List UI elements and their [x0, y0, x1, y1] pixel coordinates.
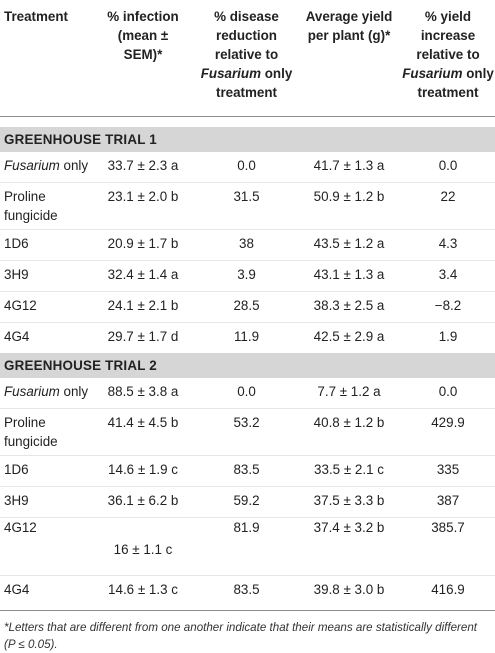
- increase-cell: 22: [401, 183, 495, 230]
- header-treatment: Treatment: [4, 9, 68, 24]
- infection-cell: 14.6 ± 1.9 c: [90, 456, 196, 487]
- yield-cell: 41.7 ± 1.3 a: [297, 152, 401, 183]
- table-footnote: *Letters that are different from one another indicate that their means are statistically different (P ≤ 0.05).: [4, 621, 478, 651]
- treatment-cell: 4G4: [4, 329, 30, 344]
- header-row: [0, 0, 495, 117]
- infection-cell: 36.1 ± 6.2 b: [90, 487, 196, 518]
- infection-cell: 20.9 ± 1.7 b: [90, 230, 196, 261]
- increase-cell: 3.4: [401, 261, 495, 292]
- reduction-cell: 53.2: [196, 409, 297, 456]
- reduction-cell: 83.5: [196, 456, 297, 487]
- header-infection: % infection (mean ± SEM)*: [107, 9, 179, 62]
- table-row: [0, 456, 495, 487]
- section-trial-2: [0, 353, 495, 378]
- increase-cell: 1.9: [438, 329, 458, 344]
- infection-cell: 32.4 ± 1.4 a: [90, 261, 196, 292]
- treatment-cell: 1D6: [0, 456, 90, 487]
- section-title: GREENHOUSE TRIAL 1: [0, 127, 495, 152]
- increase-cell: 385.7: [401, 518, 495, 576]
- header-disease-reduction: % disease reduction relative to Fusarium only treatment: [200, 9, 293, 100]
- reduction-cell: 28.5: [196, 292, 297, 323]
- yield-cell: 37.5 ± 3.3 b: [297, 487, 401, 518]
- reduction-cell: 0.0: [196, 152, 297, 183]
- treatment-cell: 3H9: [0, 487, 90, 518]
- yield-cell: 43.5 ± 1.2 a: [297, 230, 401, 261]
- increase-cell: −8.2: [401, 292, 495, 323]
- reduction-cell: 38: [196, 230, 297, 261]
- infection-cell: 33.7 ± 2.3 a: [90, 152, 196, 183]
- table-row: [0, 378, 495, 409]
- treatment-cell: 4G12: [0, 292, 90, 323]
- yield-cell: 50.9 ± 1.2 b: [297, 183, 401, 230]
- table-row: [0, 152, 495, 183]
- infection-cell: 16 ± 1.1 c: [90, 518, 196, 576]
- infection-cell: 14.6 ± 1.3 c: [108, 582, 178, 597]
- treatment-cell: 1D6: [0, 230, 90, 261]
- reduction-cell: 83.5: [233, 582, 260, 597]
- section-title: GREENHOUSE TRIAL 2: [0, 353, 495, 378]
- yield-cell: 43.1 ± 1.3 a: [297, 261, 401, 292]
- treatment-cell: 4G12: [0, 518, 90, 576]
- treatment-cell: Proline fungicide: [0, 183, 90, 230]
- table-row: [0, 323, 495, 354]
- reduction-cell: 3.9: [196, 261, 297, 292]
- yield-cell: 40.8 ± 1.2 b: [297, 409, 401, 456]
- treatment-cell: Proline fungicide: [0, 409, 90, 456]
- infection-cell: 23.1 ± 2.0 b: [90, 183, 196, 230]
- table-row: [0, 261, 495, 292]
- infection-cell: 41.4 ± 4.5 b: [90, 409, 196, 456]
- increase-cell: 0.0: [401, 152, 495, 183]
- yield-cell: 7.7 ± 1.2 a: [297, 378, 401, 409]
- header-yield-increase: % yield increase relative to Fusarium only treatment: [402, 9, 494, 100]
- increase-cell: 0.0: [401, 378, 495, 409]
- treatment-cell: Fusarium only: [0, 152, 90, 183]
- table-row: [0, 292, 495, 323]
- yield-cell: 37.4 ± 3.2 b: [297, 518, 401, 576]
- treatment-cell: Fusarium only: [0, 378, 90, 409]
- table-row: [0, 487, 495, 518]
- reduction-cell: 11.9: [233, 329, 260, 344]
- yield-cell: 33.5 ± 2.1 c: [297, 456, 401, 487]
- increase-cell: 387: [401, 487, 495, 518]
- yield-cell: 42.5 ± 2.9 a: [313, 329, 385, 344]
- infection-cell: 88.5 ± 3.8 a: [90, 378, 196, 409]
- reduction-cell: 59.2: [196, 487, 297, 518]
- infection-cell: 29.7 ± 1.7 d: [107, 329, 179, 344]
- increase-cell: 335: [401, 456, 495, 487]
- treatment-cell: 4G4: [4, 582, 30, 597]
- table-row: [0, 409, 495, 456]
- section-trial-1: [0, 127, 495, 152]
- table-row: [0, 576, 495, 607]
- increase-cell: 4.3: [401, 230, 495, 261]
- increase-cell: 429.9: [401, 409, 495, 456]
- header-average-yield: Average yield per plant (g)*: [305, 9, 393, 43]
- increase-cell: 416.9: [431, 582, 465, 597]
- table-row: [0, 230, 495, 261]
- reduction-cell: 81.9: [196, 518, 297, 576]
- reduction-cell: 0.0: [196, 378, 297, 409]
- table-row: [0, 518, 495, 576]
- table-row: [0, 183, 495, 230]
- treatment-cell: 3H9: [0, 261, 90, 292]
- infection-cell: 24.1 ± 2.1 b: [90, 292, 196, 323]
- reduction-cell: 31.5: [196, 183, 297, 230]
- yield-cell: 38.3 ± 2.5 a: [297, 292, 401, 323]
- yield-cell: 39.8 ± 3.0 b: [313, 582, 385, 597]
